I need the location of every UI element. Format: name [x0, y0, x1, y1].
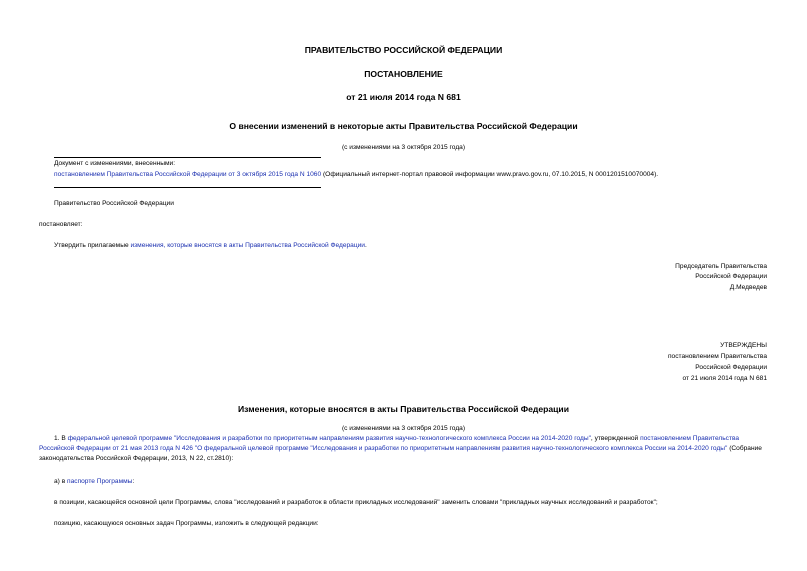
annex-title: Изменения, которые вносятся в акты Правительства Российской Федерации: [237, 404, 569, 414]
approved-stamp: УТВЕРЖДЕНЫ: [720, 342, 767, 349]
document-title: О внесении изменений в некоторые акты Правительства Российской Федерации: [229, 121, 578, 131]
paragraph-1: [39, 434, 769, 464]
goal-paragraph: в позиции, касающейся основной цели Программы, слова "исследований и разработок в области прикладных исследований" заменить словами "прикладных научных исследований и разработок";: [54, 499, 658, 506]
subparagraph-a: [54, 478, 134, 485]
doc-type-heading: ПОСТАНОВЛЕНИЕ: [364, 69, 443, 79]
changes-label: Документ с изменениями, внесенными:: [54, 160, 176, 167]
p1-start: 1. В: [54, 435, 68, 442]
approve-prefix: Утвердить прилагаемые: [54, 242, 131, 249]
pa-prefix: а) в: [54, 478, 68, 485]
signature-country: Российской Федерации: [695, 273, 767, 280]
divider-bottom: [54, 187, 321, 188]
divider-top: [54, 157, 321, 158]
government-heading: ПРАВИТЕЛЬСТВО РОССИЙСКОЙ ФЕДЕРАЦИИ: [304, 45, 503, 55]
date-number-heading: от 21 июля 2014 года N 681: [346, 92, 461, 102]
pa-suffix: :: [132, 478, 135, 485]
changes-line: [54, 171, 658, 178]
signature-position: Председатель Правительства: [675, 263, 767, 270]
amending-decree-link[interactable]: постановлением Правительства Российской Федерации от 3 октября 2015 года N 1060: [54, 171, 322, 178]
tasks-paragraph: позицию, касающуюся основных задач Программы, изложить в следующей редакции:: [54, 520, 319, 527]
federal-program-link[interactable]: федеральной целевой программе "Исследования и разработки по приоритетным направлениям развития научно-технологического комплекса России на 2014-2020 годы": [67, 435, 591, 442]
approved-by: постановлением Правительства: [667, 353, 767, 360]
approve-suffix: .: [364, 242, 367, 249]
approved-country: Российской Федерации: [695, 364, 767, 371]
amended-note: (с изменениями на 3 октября 2015 года): [341, 144, 466, 151]
changes-source: (Официальный интернет-портал правовой информации www.pravo.gov.ru, 07.10.2015, N 0001201510070004).: [321, 171, 659, 178]
decides-text: постановляет:: [39, 221, 83, 228]
approved-date: от 21 июля 2014 года N 681: [682, 375, 767, 382]
issuer-text: Правительство Российской Федерации: [54, 200, 174, 207]
annex-amended-note: (с изменениями на 3 октября 2015 года): [341, 425, 466, 432]
approve-paragraph: [54, 242, 367, 249]
program-passport-link[interactable]: паспорте Программы: [67, 478, 133, 485]
p1-end: (Собрание законодательства Российской Федерации, 2013, N 22, ст.2810):: [39, 445, 762, 462]
signature-name: Д.Медведев: [729, 284, 767, 291]
decree-426-link[interactable]: постановлением Правительства Российской Федерации от 21 мая 2013 года N 426 "О федеральной целевой программе "Исследования и разработки по приоритетным направлениям развития научно-технологического комплекса России на 2014-2020 годы": [39, 435, 740, 452]
p1-middle: , утвержденной: [590, 435, 641, 442]
approved-changes-link[interactable]: изменения, которые вносятся в акты Правительства Российской Федерации: [130, 242, 365, 249]
